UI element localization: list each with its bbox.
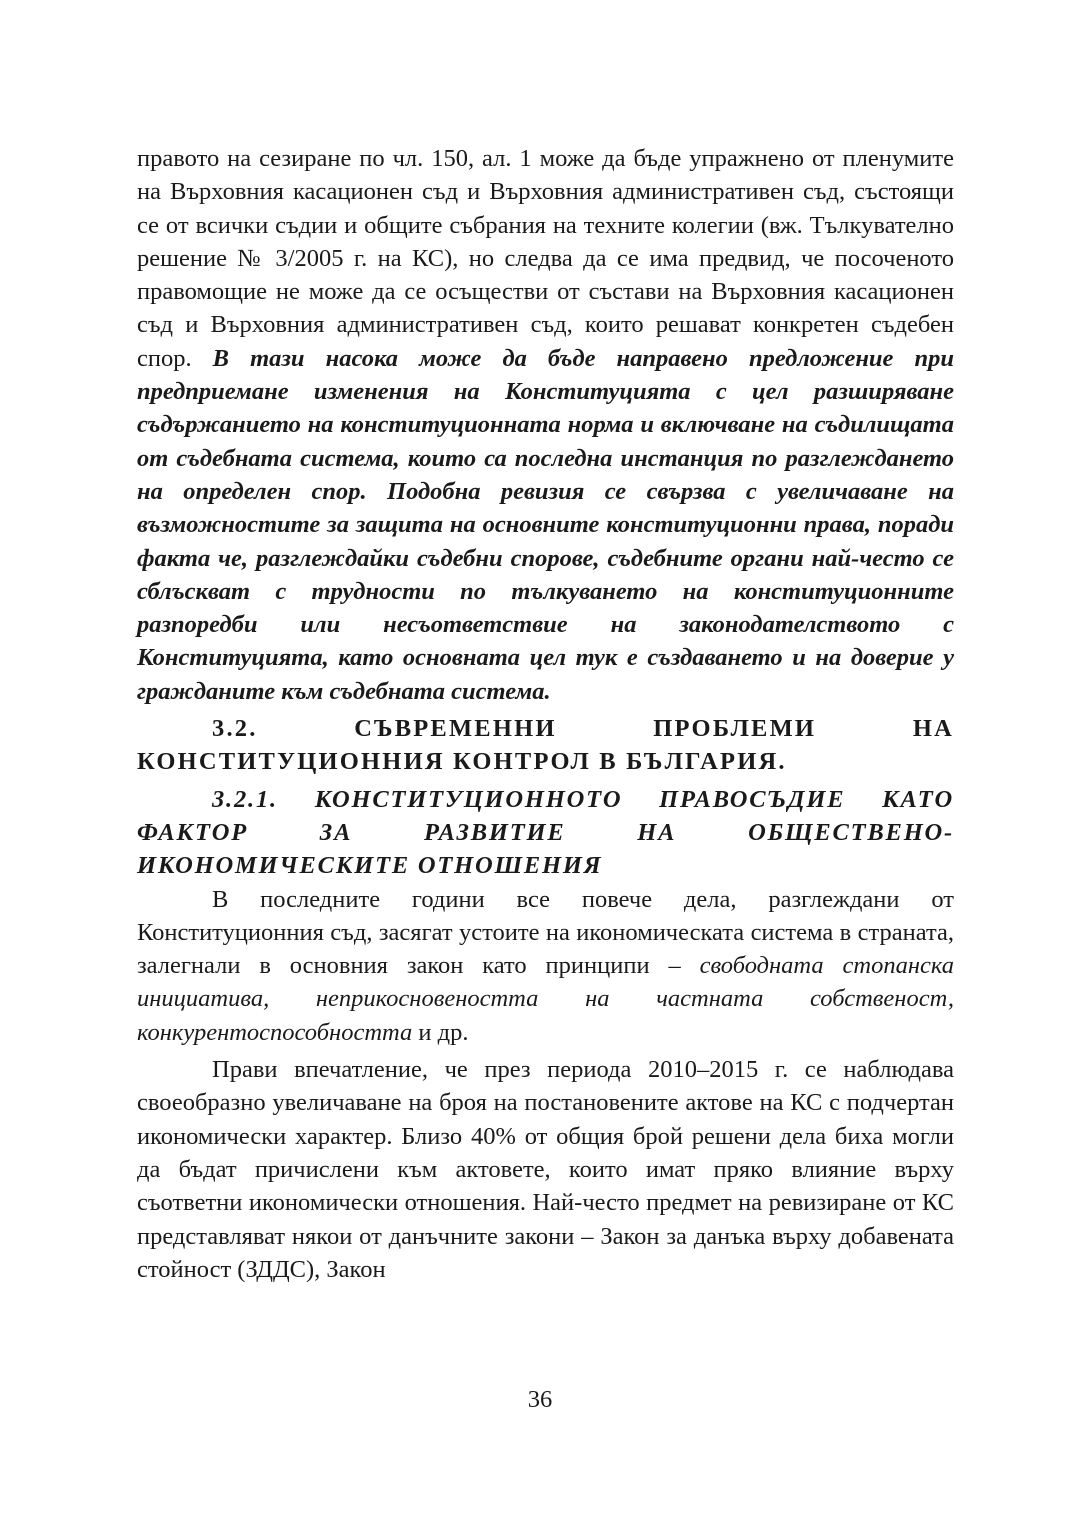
paragraph-2-start: В последните години все повече дела, разглеждани от Конституционния съд, засягат устоите на икономическата система в страната, залегнали в основния закон като принципи –: [137, 885, 954, 980]
page-content: [137, 142, 954, 1286]
paragraph-1: [137, 142, 954, 708]
paragraph-2-end: и др.: [412, 1018, 469, 1046]
paragraph-2: [137, 883, 954, 1049]
section-heading: 3.2. СЪВРЕМЕННИ ПРОБЛЕМИ НА КОНСТИТУЦИОННИЯ КОНТРОЛ В БЪЛГАРИЯ.: [137, 715, 954, 776]
paragraph-2-principles: свободната стопанска инициатива, неприкосновеността на частната собственост, конкурентоспособността: [137, 952, 954, 1046]
paragraph-3: Прави впечатление, че през периода 2010–2015 г. се наблюдава своеобразно увеличаване на броя на постановените актове на КС с подчертан икономически характер. Близо 40% от общия брой решени дела биха могли да бъдат причислени към актовете, които имат пряко влияние върху съответни икономически отношения. Най-често предмет на ревизиране от КС представляват някои от данъчните закони – Закон за данъка върху добавената стойност (ЗДДС), Закон: [137, 1056, 954, 1283]
paragraph-1-regular: правото на сезиране по чл. 150, ал. 1 може да бъде упражнено от пленумите на Върховния касационен съд и Върховния административен съд, състоящи се от всички съдии и общите събрания на техните колегии (вж. Тълкувателно решение № 3/2005 г. на КС), но следва да се има предвид, че посоченото правомощие не може да се осъществи от състави на Върховния касационен съд и Върховния административен съд, които решават конкретен съдебен спор.: [137, 145, 954, 372]
paragraph-1-emphasis: В тази насока може да бъде направено предложение при предприемане изменения на Конституцията с цел разширяване съдържанието на конституционната норма и включване на съдилищата от съдебната система, които са последна инстанция по разглеждането на определен спор. Подобна ревизия се свързва с увеличаване на възможностите за защита на основните конституционни права, поради факта че, разглеждайки съдебни спорове, съдебните органи най-често се сблъскват с трудности по тълкуването на конституционните разпоредби или несъответствие на законодателството с Конституцията, като основната цел тук е създаването и на доверие у гражданите към съдебната система.: [137, 344, 954, 705]
page-number: 36: [527, 1386, 553, 1413]
subsection-heading: 3.2.1. КОНСТИТУЦИОННОТО ПРАВОСЪДИЕ КАТО ФАКТОР ЗА РАЗВИТИЕ НА ОБЩЕСТВЕНО-ИКОНОМИЧЕСКИТЕ ОТНОШЕНИЯ: [137, 785, 954, 880]
